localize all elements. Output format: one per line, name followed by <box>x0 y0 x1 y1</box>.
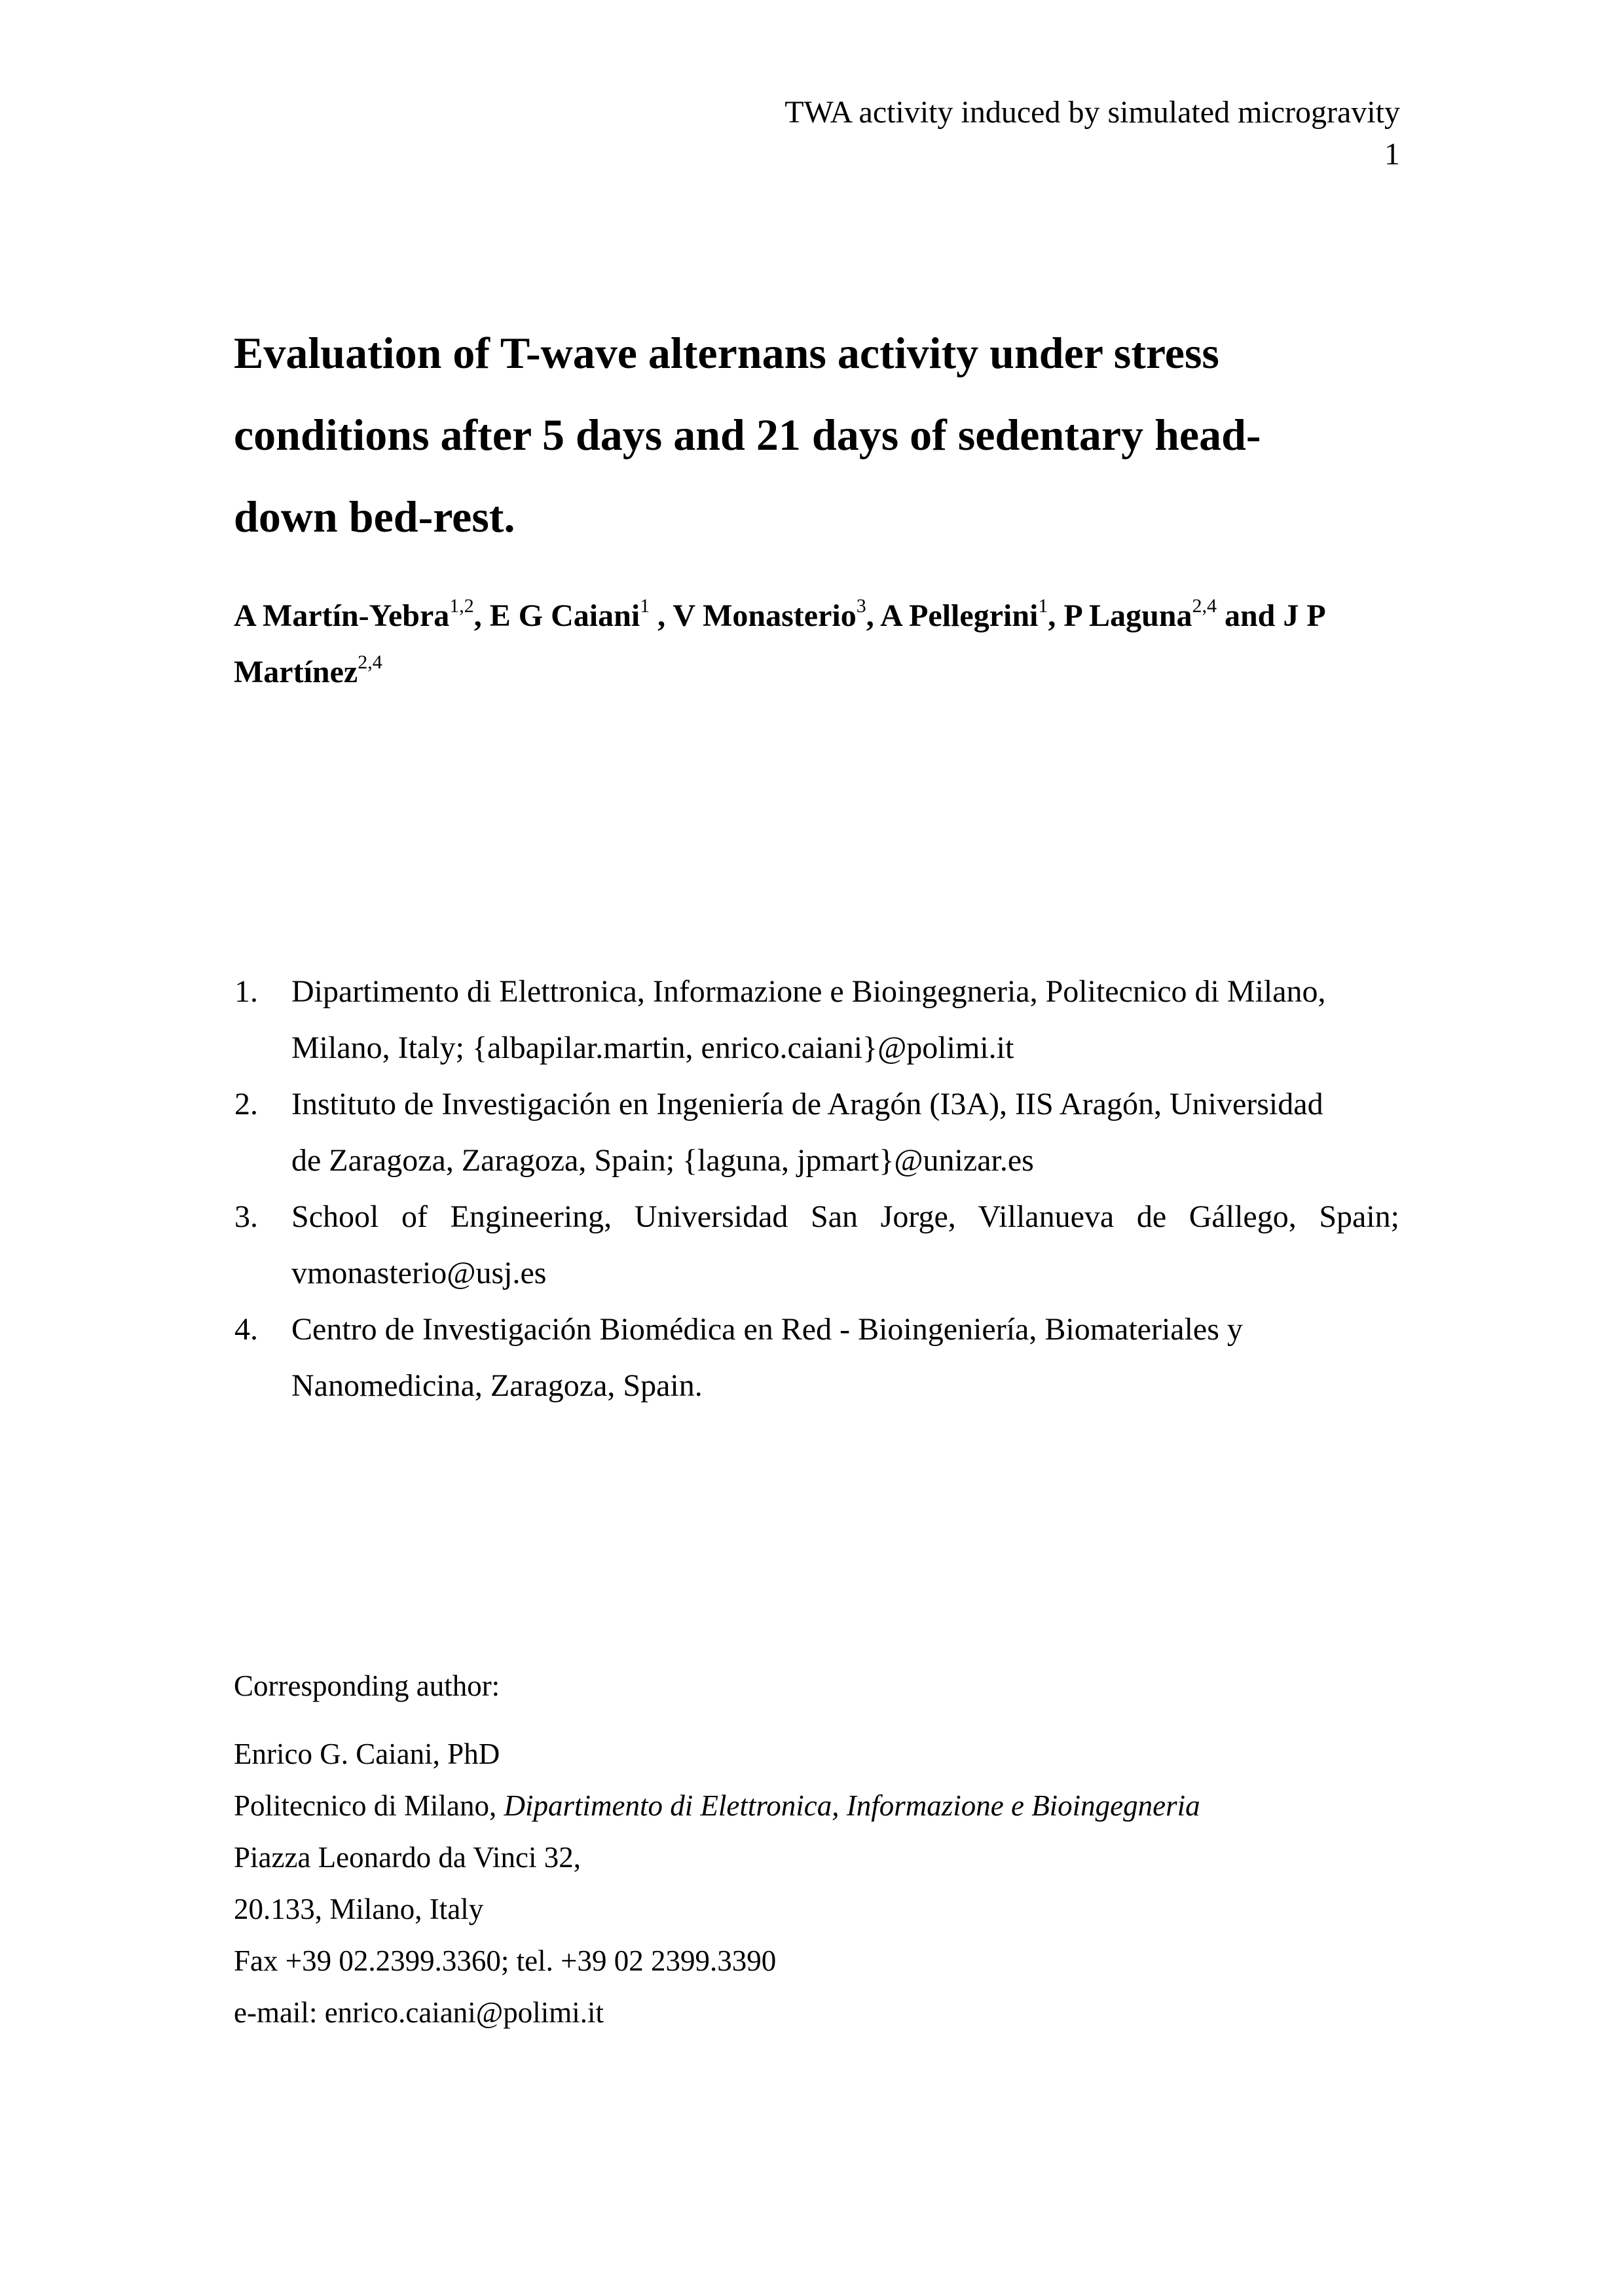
corresponding-city: 20.133, Milano, Italy <box>234 1893 484 1925</box>
corresponding-phone: Fax +39 02.2399.3360; tel. +39 02 2399.3390 <box>234 1944 777 1977</box>
author-affiliation-sup: 2,4 <box>358 651 382 673</box>
corresponding-email: e-mail: enrico.caiani@polimi.it <box>234 1996 604 2029</box>
author-affiliation-sup: 1 <box>1038 595 1048 617</box>
author-separator: , <box>1048 598 1064 633</box>
affiliation-line: Instituto de Investigación en Ingeniería de Aragón (I3A), IIS Aragón, Universidad <box>291 1087 1323 1121</box>
author-name: P Laguna <box>1063 598 1192 633</box>
corresponding-institution <box>234 1791 1200 1821</box>
author-name: V Monasterio <box>673 598 857 633</box>
author-list <box>234 595 1326 633</box>
author-affiliation-sup: 1 <box>640 595 650 617</box>
author-separator: , <box>866 598 881 633</box>
page-number: 1 <box>1384 137 1400 172</box>
affiliation-number: 4. <box>234 1312 258 1347</box>
affiliation-number: 2. <box>234 1087 258 1121</box>
corresponding-label: Corresponding author: <box>234 1669 500 1702</box>
affiliation-line: de Zaragoza, Zaragoza, Spain; {laguna, jpmart}@unizar.es <box>291 1143 1034 1178</box>
author-name: A Pellegrini <box>880 598 1039 633</box>
corresponding-name: Enrico G. Caiani, PhD <box>234 1738 500 1770</box>
author-affiliation-sup: 3 <box>856 595 866 617</box>
author-name: A Martín-Yebra <box>234 598 450 633</box>
author-list-continued <box>234 651 382 689</box>
author-affiliation-sup: 2,4 <box>1192 595 1217 617</box>
affiliation-line: vmonasterio@usj.es <box>291 1256 547 1290</box>
department-name: Dipartimento di Elettronica, Informazione e Bioingegneria <box>504 1789 1200 1822</box>
author-affiliation-sup: 1,2 <box>449 595 474 617</box>
title-line: down bed-rest. <box>234 492 515 541</box>
author-separator: , <box>473 598 490 633</box>
title-line: conditions after 5 days and 21 days of sedentary head- <box>234 410 1261 460</box>
affiliation-line: Dipartimento di Elettronica, Informazione e Bioingegneria, Politecnico di Milano, <box>291 974 1326 1009</box>
affiliation-line: Centro de Investigación Biomédica en Red - Bioingeniería, Biomateriales y <box>291 1312 1243 1347</box>
author-name: E G Caiani <box>489 598 640 633</box>
title-line: Evaluation of T-wave alternans activity under stress <box>234 328 1219 378</box>
affiliation-number: 3. <box>234 1199 258 1234</box>
author-separator: , <box>650 598 673 633</box>
institution-name: Politecnico di Milano, <box>234 1789 504 1822</box>
running-header-title: TWA activity induced by simulated microgravity <box>784 95 1400 130</box>
affiliation-line: Milano, Italy; {albapilar.martin, enrico.caiani}@polimi.it <box>291 1030 1014 1065</box>
author-name: Martínez <box>234 655 358 689</box>
affiliation-line: School of Engineering, Universidad San Jorge, Villanueva de Gállego, Spain; <box>291 1199 1399 1234</box>
affiliation-number: 1. <box>234 974 258 1009</box>
corresponding-street: Piazza Leonardo da Vinci 32, <box>234 1841 581 1874</box>
author-separator: and J P <box>1216 598 1326 633</box>
affiliation-line: Nanomedicina, Zaragoza, Spain. <box>291 1368 703 1403</box>
